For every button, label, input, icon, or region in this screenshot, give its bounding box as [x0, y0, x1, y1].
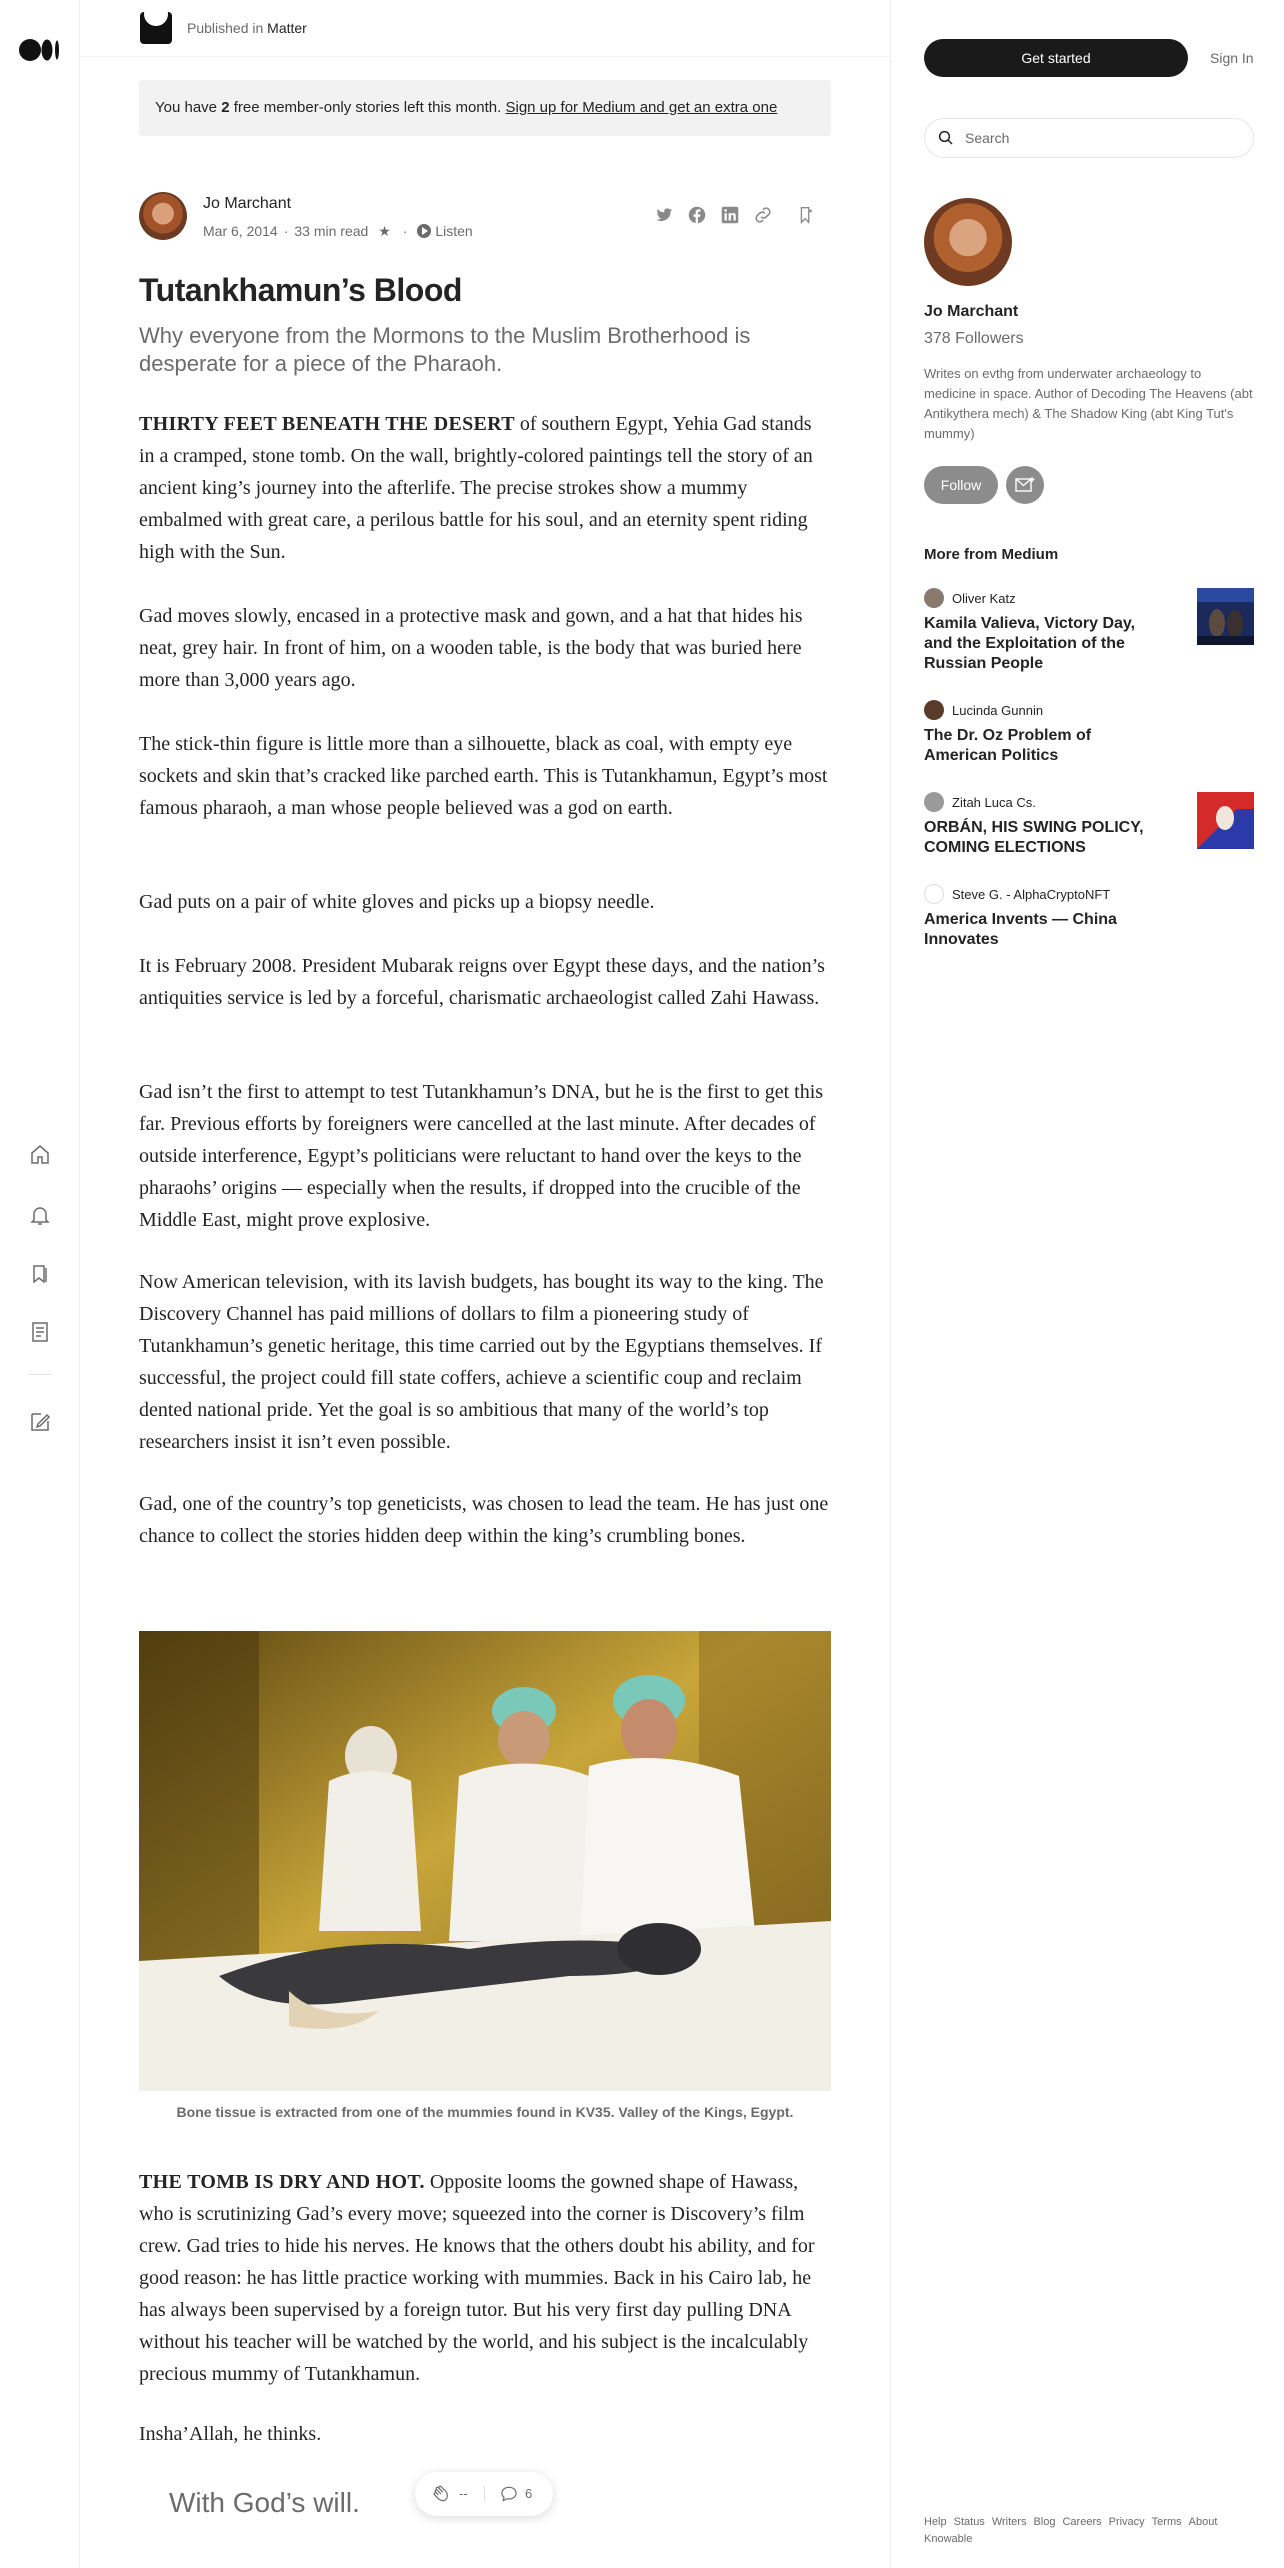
responses-icon[interactable] — [499, 2484, 519, 2504]
subscribe-email-button[interactable] — [1006, 466, 1044, 504]
publication-link[interactable]: Matter — [267, 20, 307, 36]
story-title[interactable]: The Dr. Oz Problem of American Politics — [924, 727, 1092, 764]
home-icon[interactable] — [28, 1143, 52, 1167]
article-paragraph — [139, 600, 831, 696]
author-row — [139, 192, 831, 242]
rail-divider — [28, 1374, 52, 1375]
footer-link[interactable]: Status — [953, 2516, 985, 2528]
publication-prefix: Published in — [187, 20, 264, 36]
clap-icon[interactable] — [431, 2483, 453, 2505]
footer-link[interactable]: Privacy — [1108, 2516, 1145, 2528]
linkedin-share-icon[interactable] — [719, 204, 741, 226]
twitter-share-icon[interactable] — [653, 204, 675, 226]
banner-post: free member-only stories left this month. — [233, 99, 502, 116]
banner-count: 2 — [221, 99, 230, 116]
story-title[interactable]: Kamila Valieva, Victory Day, and the Exploitation of the Russian People — [924, 615, 1136, 672]
story-author[interactable]: Zitah Luca Cs. — [952, 795, 1036, 810]
copy-link-icon[interactable] — [752, 204, 774, 226]
article-paragraph — [139, 1488, 831, 1552]
paragraph-text: Gad isn’t the first to attempt to test Tutankhamun’s DNA, but he is the first to get this far. Previous efforts by foreigners were cancelled at the last minute. After decades of outside interference, Egypt’s politicians were reluctant to hand over the keys to the pharaohs’ origins — especially when the results, if dropped into the crucible of the Middle East, might prove explosive. — [139, 1081, 824, 1231]
story-author-avatar — [924, 884, 944, 904]
story-thumbnail[interactable] — [1197, 588, 1254, 645]
image-caption: Bone tissue is extracted from one of the mummies found in KV35. Valley of the Kings, Egypt. — [176, 2104, 794, 2120]
pull-quote: With God’s will. — [169, 2487, 360, 2518]
publication-label — [187, 20, 307, 36]
search-box — [924, 118, 1254, 158]
footer-link[interactable]: Blog — [1033, 2516, 1056, 2528]
profile-followers[interactable]: 378 Followers — [924, 330, 1024, 347]
article-paragraph — [139, 1076, 831, 1236]
paragraph-text: Now American television, with its lavish budgets, has bought its way to the king. The Discovery Channel has paid millions of dollars to film a pioneering study of Tutankhamun’s genetic heritage, this time carried out by the Egyptians themselves. If successful, the project could fill state coffers, achieve a scientific coup and reclaim dented national pride. Yet the goal is so ambitious that many of the world’s top researchers insist it isn’t even possible. — [139, 1271, 824, 1453]
write-icon[interactable] — [28, 1410, 52, 1434]
facebook-share-icon[interactable] — [686, 204, 708, 226]
footer-link[interactable]: Terms — [1151, 2516, 1182, 2528]
story-author-avatar — [924, 700, 944, 720]
action-divider — [484, 2486, 485, 2502]
paragraph-text: of southern Egypt, Yehia Gad stands in a cramped, stone tomb. On the wall, brightly-colored paintings tell the story of an ancient king’s journey into the afterlife. The precise strokes show a mummy embalmed with great care, a perilous battle for his soul, and an eternity spent riding high with the Sun. — [139, 413, 813, 563]
article-paragraph — [139, 886, 831, 918]
bookmark-add-icon[interactable] — [795, 204, 817, 226]
member-stories-banner — [139, 80, 831, 136]
search-icon — [937, 129, 955, 147]
paragraph-text: Insha’Allah, he thinks. — [139, 2423, 322, 2445]
article-paragraph — [139, 2418, 831, 2450]
footer-link[interactable]: Careers — [1062, 2516, 1102, 2528]
signup-link[interactable]: Sign up for Medium and get an extra one — [505, 99, 778, 116]
article-subtitle: Why everyone from the Mormons to the Muslim Brotherhood is desperate for a piece of the Pharaoh. — [139, 323, 751, 376]
paragraph-text: Gad, one of the country’s top geneticists, was chosen to lead the team. He has just one chance to collect the stories hidden deep within the king’s crumbling bones. — [139, 1493, 829, 1547]
follow-button[interactable]: Follow — [924, 466, 998, 504]
story-title[interactable]: America Invents — China Innovates — [924, 911, 1117, 948]
floating-action-bar — [415, 2472, 553, 2516]
story-author-avatar — [924, 792, 944, 812]
notifications-bell-icon[interactable] — [28, 1203, 52, 1227]
medium-logo-icon[interactable] — [19, 38, 61, 62]
clap-count: -- — [459, 2486, 468, 2501]
footer-link[interactable]: About — [1188, 2516, 1218, 2528]
paragraph-text: The stick-thin figure is little more than a silhouette, black as coal, with empty eye sockets and skin that’s cracked like parched earth. This is Tutankhamun, Egypt’s most famous pharaoh, a man whose people believed was a god on earth. — [139, 733, 828, 819]
banner-pre: You have — [155, 99, 218, 116]
right-sidebar — [890, 0, 1284, 2568]
bookmarks-icon[interactable] — [28, 1262, 52, 1286]
sign-in-link[interactable]: Sign In — [1210, 50, 1254, 66]
more-from-medium-heading: More from Medium — [924, 546, 1059, 563]
publication-bar — [80, 0, 890, 57]
profile-avatar[interactable] — [924, 198, 1012, 286]
article-paragraph — [139, 408, 831, 568]
search-input[interactable] — [965, 128, 1235, 148]
article-paragraph — [139, 728, 831, 824]
email-subscribe-icon — [1015, 476, 1035, 494]
footer-link[interactable]: Writers — [991, 2516, 1027, 2528]
article-meta: Mar 6, 2014 · 33 min read ★ · Listen — [203, 223, 473, 239]
article-title: Tutankhamun’s Blood — [139, 272, 462, 308]
paragraph-text: It is February 2008. President Mubarak reigns over Egypt these days, and the nation’s antiquities service is led by a forceful, charismatic archaeologist called Zahi Hawass. — [139, 955, 825, 1009]
get-started-button[interactable]: Get started — [924, 39, 1188, 77]
member-star-icon: ★ — [378, 223, 391, 239]
matter-logo-icon[interactable] — [140, 12, 172, 44]
story-thumbnail[interactable] — [1197, 792, 1254, 849]
story-author[interactable]: Steve G. - AlphaCryptoNFT — [952, 887, 1111, 902]
left-rail — [0, 0, 80, 2568]
paragraph-lead: THE TOMB IS DRY AND HOT. — [139, 2171, 425, 2193]
listen-label: Listen — [435, 223, 473, 239]
sidebar-footer — [924, 2514, 1254, 2548]
publish-date: Mar 6, 2014 — [203, 223, 278, 239]
author-name[interactable]: Jo Marchant — [203, 195, 292, 212]
article-column — [80, 0, 890, 2568]
story-author-avatar — [924, 588, 944, 608]
article-paragraph — [139, 2166, 831, 2390]
stories-icon[interactable] — [28, 1320, 52, 1344]
article-paragraph — [139, 950, 831, 1014]
author-avatar[interactable] — [139, 192, 187, 240]
article-image-mummy[interactable] — [139, 1631, 831, 2091]
play-icon — [417, 224, 431, 238]
story-author[interactable]: Oliver Katz — [952, 591, 1016, 606]
paragraph-lead: THIRTY FEET BENEATH THE DESERT — [139, 413, 515, 435]
story-title[interactable]: ORBÁN, HIS SWING POLICY, COMING ELECTIONS — [924, 819, 1144, 856]
responses-count: 6 — [525, 2486, 533, 2501]
paragraph-text: Opposite looms the gowned shape of Hawass, who is scrutinizing Gad’s every move; squeezed into the corner is Discovery’s film crew. Gad tries to hide his nerves. He knows that the others doubt his ability, and for good reason: he has little practice working with mummies. Back in his Cairo lab, he has always been supervised by a foreign tutor. But his very first day pulling DNA without his teacher will be watched by the world, and his subject is the incalculably precious mummy of Tutankhamun. — [139, 2171, 815, 2385]
profile-name[interactable]: Jo Marchant — [924, 303, 1019, 320]
article-paragraph — [139, 1266, 831, 1458]
profile-bio: Writes on evthg from underwater archaeology to medicine in space. Author of Decoding The Heavens (abt Antikythera mech) & The Shadow King (abt King Tut's mummy) — [924, 366, 1253, 441]
footer-link[interactable]: Knowable — [924, 2533, 973, 2545]
read-time: 33 min read — [294, 223, 369, 239]
story-author[interactable]: Lucinda Gunnin — [952, 703, 1044, 718]
paragraph-text: Gad puts on a pair of white gloves and picks up a biopsy needle. — [139, 891, 655, 913]
footer-link[interactable]: Help — [924, 2516, 947, 2528]
listen-button[interactable] — [417, 223, 472, 239]
paragraph-text: Gad moves slowly, encased in a protective mask and gown, and a hat that hides his neat, grey hair. In front of him, on a wooden table, is the body that was buried here more than 3,000 years ago. — [139, 605, 803, 691]
